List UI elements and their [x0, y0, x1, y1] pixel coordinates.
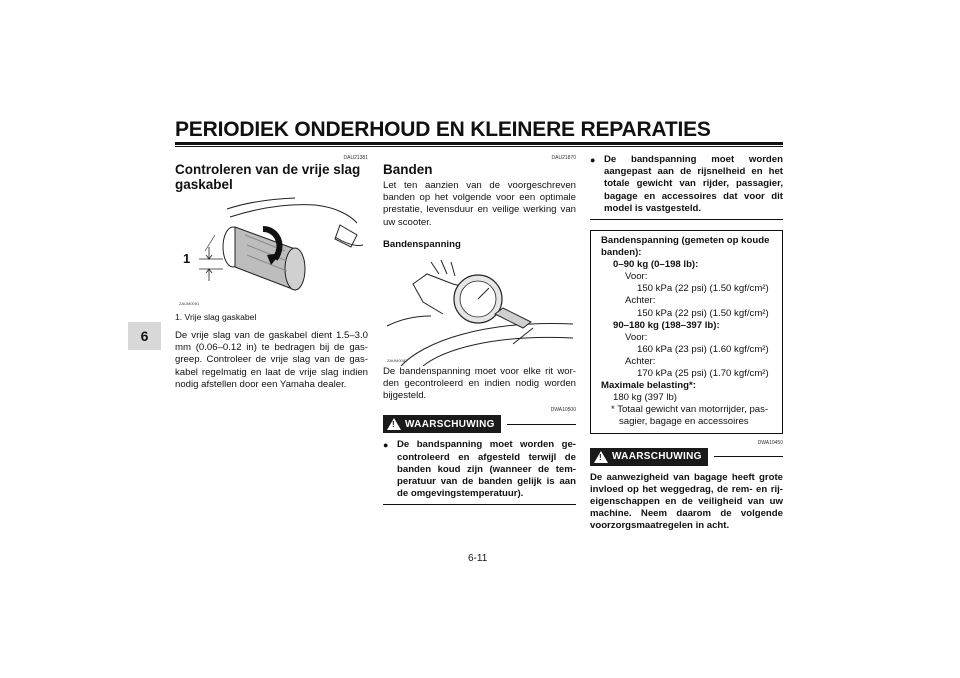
warning-header — [590, 448, 783, 466]
page-number: 6-11 — [468, 553, 488, 564]
spec-footnote: * Totaal gewicht van motorrijder, passagier, bagage en accessoires — [611, 404, 769, 428]
bullet-end-rule — [590, 219, 783, 220]
intro-text: Let ten aanzien van de voorgeschreven banden op het volgende voor een optimale prestatie, levensduur en veilige werking van uw scooter. — [383, 180, 576, 228]
figure-code: ZAUM0082 — [387, 357, 408, 363]
spec-front-label-1: Voor: — [625, 271, 648, 283]
spec-rear-value-1: 150 kPa (22 psi) (1.50 kgf/cm²) — [637, 307, 769, 319]
warning-code: DWA10450 — [757, 439, 783, 446]
tire-pressure-spec-box — [590, 230, 783, 434]
column-3 — [590, 150, 783, 537]
page-title: PERIODIEK ONDERHOUD EN KLEINERE REPARATIES — [175, 118, 711, 141]
load-bullet-text: De bandspanning moet worden aangepast aan de rijsnelheid en het totale gewicht van rijder, passagier, bagage en accessoires dat voor dit model is vastgesteld. — [604, 154, 783, 214]
spec-title: Bandenspanning (gemeten op koude banden): — [601, 235, 770, 259]
section-code: DAU21870 — [551, 155, 576, 161]
bullet-icon: ● — [590, 155, 596, 165]
warning-triangle-icon: ! — [387, 418, 401, 430]
warning-end-rule — [383, 504, 576, 505]
warning-label: WAARSCHUWING — [405, 418, 495, 430]
column-2 — [383, 150, 576, 505]
section-code: DAU21381 — [343, 155, 368, 161]
spec-rear-label-1: Achter: — [625, 295, 656, 307]
column-1 — [175, 150, 368, 395]
chapter-tab: 6 — [128, 322, 161, 350]
spec-front-value-1: 150 kPa (22 psi) (1.50 kgf/cm²) — [637, 283, 769, 295]
load-bullet — [590, 154, 783, 215]
tire-gauge-figure — [383, 254, 576, 366]
spec-range-1: 0–90 kg (0–198 lb): — [613, 259, 699, 271]
throttle-grip-illustration — [175, 195, 368, 310]
spec-front-value-2: 160 kPa (23 psi) (1.60 kgf/cm²) — [637, 343, 769, 355]
warning-code: DWA10500 — [550, 407, 576, 414]
body-text: De vrije slag van de gaskabel dient 1.5–3.0 mm (0.06–0.12 in) te bedragen bij de gasgreep. Controleer de vrije slag van de gaskabel regelmatig en laat de vrije slag indien nodig afstellen door een Yamaha dealer. — [175, 330, 368, 390]
warning-rule — [507, 424, 576, 425]
warning-badge — [590, 448, 708, 466]
warning-rule — [714, 456, 783, 457]
body-text: De bandenspanning moet voor elke rit worden gecontroleerd en indien nodig worden bijgesteld. — [383, 365, 576, 402]
warning-badge — [383, 415, 501, 433]
warning-body: De aanwezigheid van bagage heeft grote invloed op het weggedrag, de rem- en rijeigenschappen en de veiligheid van uw machine. Neem daarom de volgende voorzorgsmaatregelen in acht. — [590, 471, 783, 532]
spec-front-label-2: Voor: — [625, 331, 648, 343]
section-heading-throttle: Controleren van de vrije slag gaskabel — [175, 162, 361, 192]
header-rule-thin — [175, 146, 783, 147]
section-heading-tires: Banden — [383, 162, 433, 177]
throttle-figure — [175, 195, 368, 310]
header-rule — [175, 142, 783, 145]
spec-max-load-label: Maximale belasting*: — [601, 380, 696, 392]
spec-range-2: 90–180 kg (198–397 lb): — [613, 319, 720, 331]
warning-header — [383, 415, 576, 433]
spec-rear-value-2: 170 kPa (25 psi) (1.70 kgf/cm²) — [637, 368, 769, 380]
figure-caption: 1. Vrije slag gaskabel — [175, 312, 257, 322]
spec-max-load-value: 180 kg (397 lb) — [613, 392, 677, 404]
warning-label: WAARSCHUWING — [612, 451, 702, 463]
warning-triangle-icon: ! — [594, 451, 608, 463]
warning-bullet-text: De bandspanning moet worden gecontroleerd en afgesteld terwijl de banden koud zijn (wanneer de temperatuur van de banden gelijk is aan de omgevingstemperatuur). — [397, 439, 576, 500]
warning-bullet — [383, 439, 576, 500]
tire-gauge-illustration — [383, 254, 576, 366]
subheading-tire-pressure: Bandenspanning — [383, 238, 461, 250]
figure-callout-1: 1 — [183, 251, 191, 266]
bullet-icon: ● — [383, 440, 389, 451]
spec-rear-label-2: Achter: — [625, 355, 656, 367]
figure-code: ZAUM0051 — [179, 301, 200, 306]
